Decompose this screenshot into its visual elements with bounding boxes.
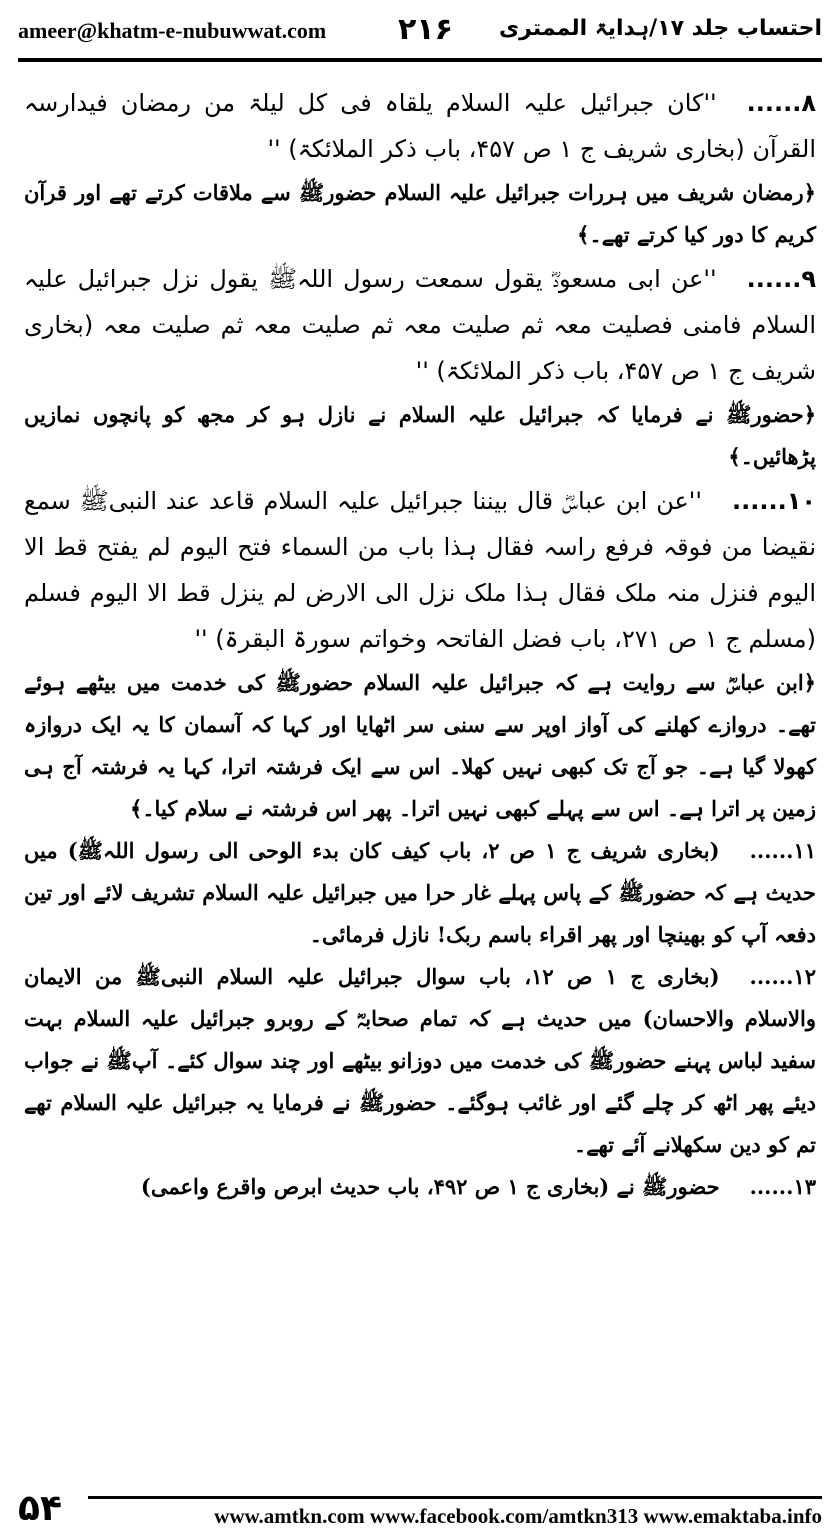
paragraph-8-urdu xyxy=(24,172,816,256)
page-footer xyxy=(18,1488,822,1532)
paragraph-text: ''کان جبرائیل علیہ السلام یلقاہ فی کل لیلۃ من رمضان فیدارسہ القرآن (بخاری شریف ج ۱ ص ۴۵۷، باب ذکر الملائکۃ) '' xyxy=(24,89,816,163)
paragraph-number: ۸...... xyxy=(746,89,816,117)
paragraph-text: (بخاری ج ۱ ص ۱۲، باب سوال جبرائیل علیہ السلام النبیﷺ من الایمان والاسلام والاحسان) میں حدیث ہے کہ تمام صحابہؓ کے روبرو جبرائیل علیہ السلام بہت سفید لباس پہنے حضورﷺ کی خدمت میں دوزانو بیٹھے اور چند سوال کئے۔ آپﷺ نے جواب دیئے پھر اٹھ کر چلے گئے اور غائب ہوگئے۔ حضورﷺ نے فرمایا یہ جبرائیل علیہ السلام تھے تم کو دین سکھلانے آئے تھے۔ xyxy=(24,964,816,1157)
footer-rule xyxy=(88,1496,822,1499)
paragraph-number: ۱۱...... xyxy=(749,838,817,863)
page-body xyxy=(24,80,816,1208)
paragraph-number: ۹...... xyxy=(746,265,816,293)
paragraph-text: (بخاری شریف ج ۱ ص ۲، باب کیف کان بدء الوحی الی رسول اللہﷺ) میں حدیث ہے کہ حضورﷺ کے پاس پہلے غار حرا میں جبرائیل علیہ السلام تشریف لائے اور تین دفعہ آپ کو بھینچا اور پھر اقراء باسم ربک! نازل فرمائی۔ xyxy=(24,838,816,947)
paragraph-text: ''عن ابی مسعودؓ یقول سمعت رسول اللہﷺ یقول نزل جبرائیل علیہ السلام فامنی فصلیت معہ ثم صلیت معہ ثم صلیت معہ ثم صلیت معہ (بخاری شریف ج ۱ ص ۴۵۷، باب ذکر الملائکۃ) '' xyxy=(24,265,816,385)
header-email: ameer@khatm-e-nubuwwat.com xyxy=(18,18,327,43)
header-rule xyxy=(18,58,822,62)
paragraph-number: ۱۰...... xyxy=(732,487,816,515)
paragraph-number: ۱۲...... xyxy=(749,964,816,989)
paragraph-text: ﴿ابن عباسؓ سے روایت ہے کہ جبرائیل علیہ السلام حضورﷺ کی خدمت میں بیٹھے ہوئے تھے۔ دروازے کھلنے کی آواز اوپر سے سنی سر اٹھایا اور کہا کہ آسمان کا یہ ایک دروازہ کھولا گیا ہے۔ جو آج تک کبھی نہیں کھلا۔ اس سے ایک فرشتہ اترا، کہا یہ فرشتہ آج ہی زمین پر اترا ہے۔ اس سے پہلے کبھی نہیں اترا۔ پھر اس فرشتہ نے سلام کیا۔﴾ xyxy=(24,670,816,821)
paragraph-10-arabic xyxy=(24,478,816,662)
paragraph-text: ''عن ابن عباسؓ قال بیننا جبرائیل علیہ السلام قاعد عند النبیﷺ سمع نقیضا من فوقہ فرفع راسہ فقال ہذا باب من السماء فتح الیوم لم یفتح قط الا الیوم فنزل منہ ملک فقال ہذا ملک نزل الی الارض لم ینزل قط الا الیوم فسلم (مسلم ج ۱ ص ۲۷۱، باب فضل الفاتحہ وخواتم سورۃ البقرۃ) '' xyxy=(24,487,816,653)
paragraph-10-urdu xyxy=(24,662,816,830)
paragraph-12 xyxy=(24,956,816,1166)
footer-page-number: ۵۴ xyxy=(18,1488,62,1529)
paragraph-9-urdu xyxy=(24,394,816,478)
paragraph-text: ﴿حضورﷺ نے فرمایا کہ جبرائیل علیہ السلام نے نازل ہو کر مجھ کو پانچوں نمازیں پڑھائیں۔﴾ xyxy=(24,402,816,469)
page-header xyxy=(18,14,822,54)
footer-links[interactable]: www.amtkn.com www.facebook.com/amtkn313 www.emaktaba.info xyxy=(214,1504,822,1528)
paragraph-8-arabic xyxy=(24,80,816,172)
paragraph-9-arabic xyxy=(24,256,816,394)
header-title: احتساب جلد ۱۷/ہدایۃ الممتری xyxy=(499,16,822,41)
paragraph-text: حضورﷺ نے (بخاری ج ۱ ص ۴۹۲، باب حدیث ابرص واقرع واعمی) xyxy=(140,1174,720,1199)
paragraph-text: ﴿رمضان شریف میں ہررات جبرائیل علیہ السلام حضورﷺ سے ملاقات کرتے تھے اور قرآن کریم کا دور کیا کرتے تھے۔﴾ xyxy=(24,180,816,247)
paragraph-number: ۱۳...... xyxy=(749,1174,816,1199)
paragraph-13 xyxy=(24,1166,816,1208)
header-page-number: ۲۱۶ xyxy=(398,12,453,47)
paragraph-11 xyxy=(24,830,816,956)
